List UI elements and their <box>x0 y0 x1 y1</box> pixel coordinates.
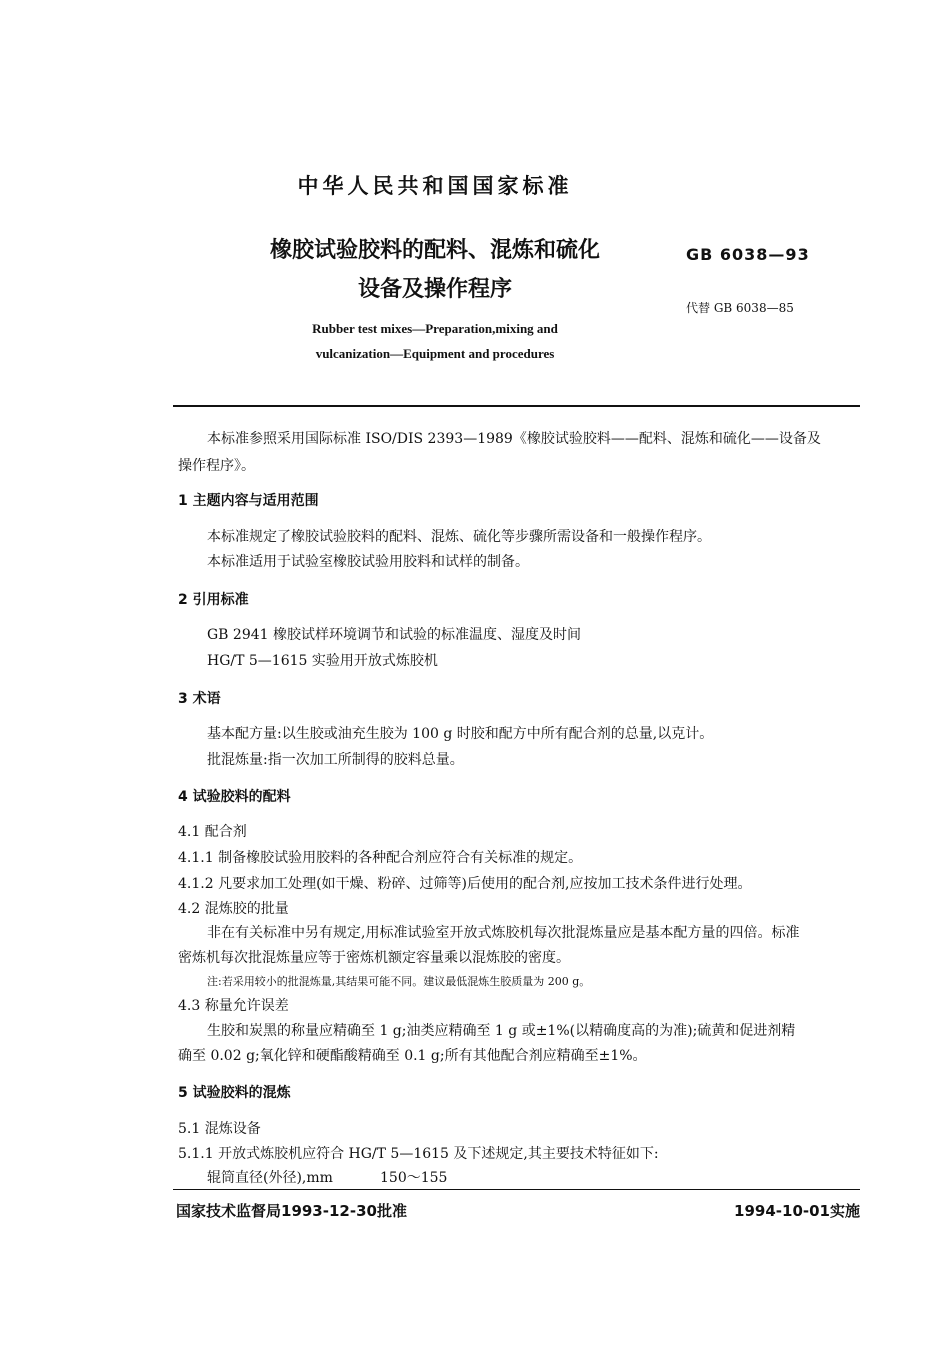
section-3-p1: 基本配方量:以生胶或油充生胶为 100 g 时胶和配方中所有配合剂的总量,以克计。 <box>207 726 714 742</box>
approval-date: 国家技术监督局1993-12-30批准 <box>176 1202 407 1220</box>
spec-roll-diameter-label: 辊筒直径(外径),mm <box>207 1170 333 1186</box>
section-5-title: 5 试验胶料的混炼 <box>178 1085 291 1101</box>
footer-divider <box>173 1189 860 1190</box>
gb-number: GB 6038—93 <box>686 245 810 264</box>
replaces-note: 代替 GB 6038—85 <box>686 301 794 315</box>
intro-line1: 本标准参照采用国际标准 ISO/DIS 2393—1989《橡胶试验胶料——配料、混炼和硫化——设备及 <box>207 431 821 447</box>
intro-line2: 操作程序》。 <box>178 458 255 474</box>
section-4-1: 4.1 配合剂 <box>178 824 247 840</box>
section-3-title: 3 术语 <box>178 691 221 707</box>
effective-date: 1994-10-01实施 <box>734 1202 860 1220</box>
section-4-3-p2: 确至 0.02 g;氧化锌和硬酯酸精确至 0.1 g;所有其他配合剂应精确至±1%。 <box>178 1048 647 1064</box>
section-4-1-2: 4.1.2 凡要求加工处理(如干燥、粉碎、过筛等)后使用的配合剂,应按加工技术条件进行处理。 <box>178 876 752 892</box>
title-cn-line2: 设备及操作程序 <box>357 277 512 302</box>
section-4-3: 4.3 称量允许误差 <box>178 998 289 1014</box>
section-4-2-note: 注:若采用较小的批混炼量,其结果可能不同。建议最低混炼生胶质量为 200 g。 <box>207 975 591 988</box>
section-4-3-p1: 生胶和炭黑的称量应精确至 1 g;油类应精确至 1 g 或±1%(以精确度高的为准);硫黄和促进剂精 <box>207 1023 796 1039</box>
section-1-title: 1 主题内容与适用范围 <box>178 493 319 509</box>
national-standard-heading: 中华人民共和国国家标准 <box>297 174 573 198</box>
section-3-p2: 批混炼量:指一次加工所制得的胶料总量。 <box>207 752 464 768</box>
section-4-2-p2: 密炼机每次批混炼量应等于密炼机额定容量乘以混炼胶的密度。 <box>178 950 570 966</box>
section-4-1-1: 4.1.1 制备橡胶试验用胶料的各种配合剂应符合有关标准的规定。 <box>178 850 583 866</box>
section-4-2: 4.2 混炼胶的批量 <box>178 901 289 917</box>
ref-gb2941: GB 2941 橡胶试样环境调节和试验的标准温度、湿度及时间 <box>207 627 581 643</box>
section-4-title: 4 试验胶料的配料 <box>178 789 291 805</box>
spec-roll-diameter-value: 150～155 <box>380 1170 448 1186</box>
section-2-title: 2 引用标准 <box>178 592 249 608</box>
title-en-line2: vulcanization—Equipment and procedures <box>315 346 555 361</box>
title-en-line1: Rubber test mixes—Preparation,mixing and <box>312 321 558 336</box>
section-1-p1: 本标准规定了橡胶试验胶料的配料、混炼、硫化等步骤所需设备和一般操作程序。 <box>207 529 711 545</box>
section-1-p2: 本标准适用于试验室橡胶试验用胶料和试样的制备。 <box>207 554 529 570</box>
section-5-1-1: 5.1.1 开放式炼胶机应符合 HG/T 5—1615 及下述规定,其主要技术特征如下: <box>178 1146 659 1162</box>
section-5-1: 5.1 混炼设备 <box>178 1121 261 1137</box>
header-divider <box>173 405 860 407</box>
ref-hgt5-1615: HG/T 5—1615 实验用开放式炼胶机 <box>207 653 438 669</box>
title-cn-line1: 橡胶试验胶料的配料、混炼和硫化 <box>269 238 600 263</box>
section-4-2-p1: 非在有关标准中另有规定,用标准试验室开放式炼胶机每次批混炼量应是基本配方量的四倍。标准 <box>207 925 800 941</box>
